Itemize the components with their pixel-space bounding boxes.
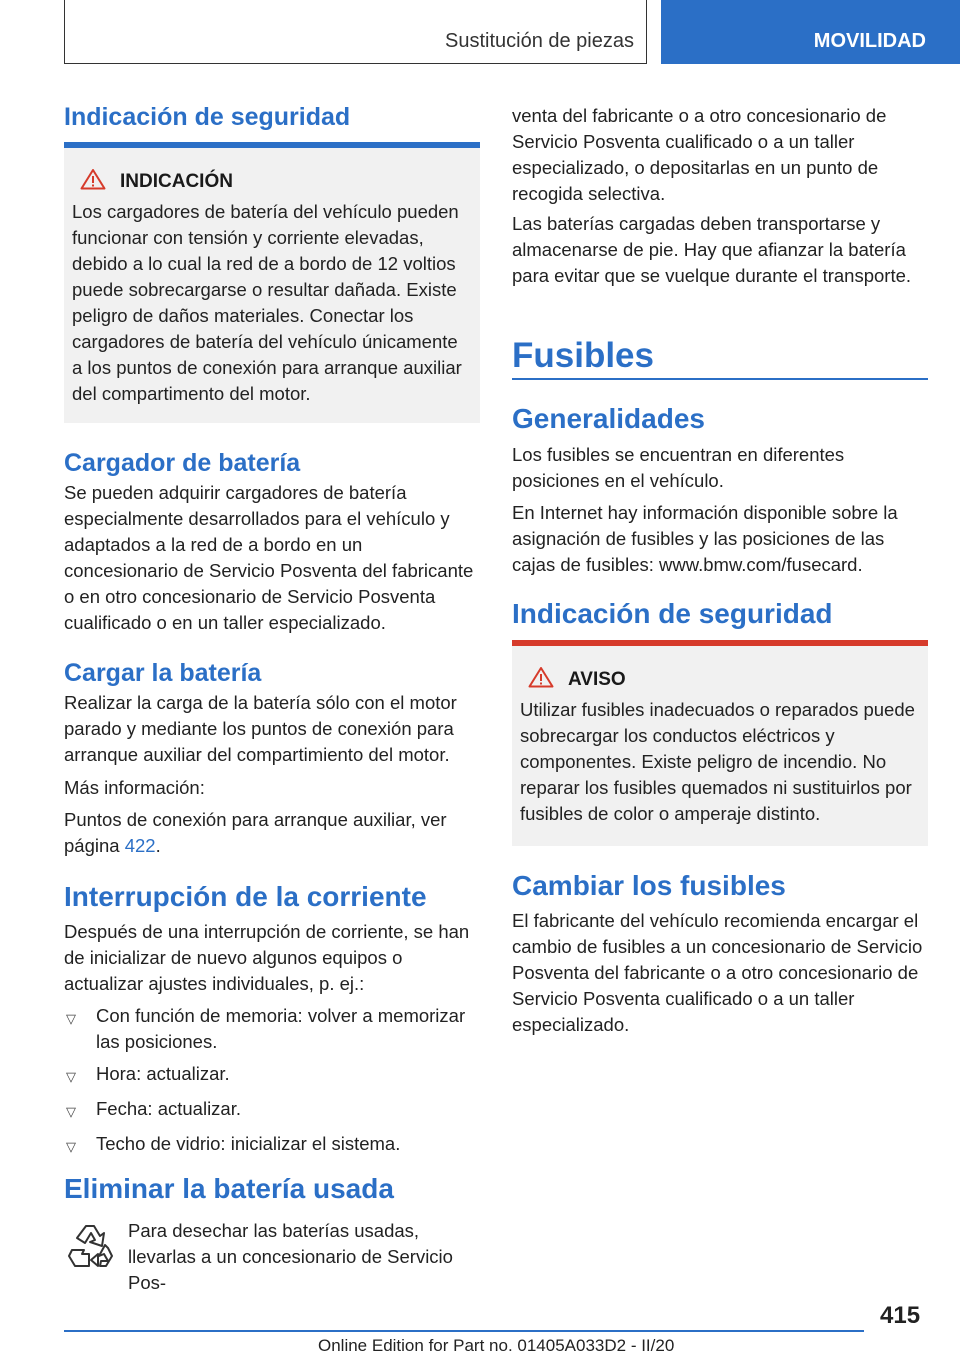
bullet-triangle-icon: ▽: [66, 1069, 76, 1084]
more-info-label: Más información:: [64, 777, 205, 798]
reference-text: Puntos de conexión para arranque auxiliar, ver página: [64, 809, 447, 856]
warning-triangle-icon: [528, 666, 554, 693]
section-title: Sustitución de piezas: [444, 30, 634, 52]
bullet-triangle-icon: ▽: [66, 1104, 76, 1119]
page-number: 415: [880, 1302, 921, 1329]
indication-note: [64, 142, 480, 423]
dispose-text: Para desechar las baterías usadas, llevarlas a un concesionario de Servicio Pos-: [128, 1220, 453, 1293]
recycle-icon: [64, 1218, 128, 1296]
change-fuses-heading: Cambiar los fusibles: [512, 870, 786, 901]
header-chapter-tab[interactable]: [661, 0, 960, 64]
general-text-2: En Internet hay información disponible sobre la asignación de fusibles y las posiciones de las cajas de fusibles: www.bmw.com/fusecard.: [512, 502, 898, 575]
reference-paragraph: Puntos de conexión para arranque auxiliar, ver página 422.: [64, 809, 447, 856]
list-item: ▽ Hora: actualizar.: [64, 1061, 480, 1090]
general-heading: Generalidades: [512, 403, 705, 434]
list-item: ▽ Fecha: actualizar.: [64, 1096, 480, 1125]
safety-heading: Indicación de seguridad: [64, 103, 351, 131]
chapter-title: MOVILIDAD: [813, 30, 926, 52]
charger-text: Se pueden adquirir cargadores de batería especialmente desarrollados para el vehículo y adaptados a la red de a bordo en un concesionario de Servicio Posventa del fabricante o en otro concesionario de Servicio Posventa cualificado o en un taller especializado.: [64, 482, 474, 633]
page-reference-link[interactable]: 422: [124, 835, 156, 856]
interrupt-text: Después de una interrupción de corriente, se han de inicializar de nuevo algunos equipos o actualizar ajustes individuales, p. ej.:: [64, 921, 470, 994]
footer-divider: [64, 1330, 864, 1332]
interrupt-heading: Interrupción de la corriente: [64, 881, 427, 912]
warning-note: [512, 640, 928, 846]
charge-text: Realizar la carga de la batería sólo con el motor parado y mediante los puntos de conexión para arranque auxiliar del compartimiento del motor.: [64, 692, 457, 765]
warning-triangle-icon: [80, 168, 106, 195]
note-text: Los cargadores de batería del vehículo pueden funcionar con tensión y corriente elevadas, debido a lo cual la red de a bordo de 12 voltios puede sobrecargarse o resultar dañada. Existe peligro de daños materiales. Conectar los cargadores de batería del vehículo únicamente a los puntos de conexión para arranque auxiliar del compartimento del motor.: [72, 201, 462, 404]
note-label: INDICACIÓN: [120, 170, 233, 192]
list-item: ▽ Techo de vidrio: inicializar el sistema.: [64, 1131, 480, 1160]
change-fuses-text: El fabricante del vehículo recomienda encargar el cambio de fusibles a un concesionario de Servicio Posventa del fabricante o a otro concesionario de Servicio Posventa cualificado o a un taller especializado.: [512, 910, 923, 1035]
dispose-heading: Eliminar la batería usada: [64, 1173, 394, 1204]
chapter-divider: [512, 378, 928, 380]
transport-text: Las baterías cargadas deben transportarse y almacenarse de pie. Hay que afianzar la batería para evitar que se vuelque durante el transporte.: [512, 213, 912, 286]
fuses-chapter-heading: Fusibles: [512, 336, 654, 375]
edition-text: Online Edition for Part no. 01405A033D2 - II/20: [318, 1336, 675, 1355]
general-text-1: Los fusibles se encuentran en diferentes posiciones en el vehículo.: [512, 444, 845, 491]
bullet-triangle-icon: ▽: [66, 1139, 76, 1154]
list-item: ▽ Con función de memoria: volver a memorizar las posiciones.: [64, 1003, 480, 1055]
charger-heading: Cargador de batería: [64, 449, 301, 477]
fuse-safety-heading: Indicación de seguridad: [512, 598, 833, 629]
header-section-box: [64, 0, 647, 64]
interrupt-list: [64, 1003, 480, 1166]
bullet-triangle-icon: ▽: [66, 1011, 76, 1026]
warning-text: Utilizar fusibles inadecuados o reparados puede sobrecargar los conductos eléctricos y componentes. Existe peligro de incendio. No reparar los fusibles quemados ni sustituirlos por fusibles de color o amperaje distinto.: [520, 699, 915, 824]
dispose-block: [64, 1218, 480, 1296]
charge-heading: Cargar la batería: [64, 659, 262, 687]
warning-label: AVISO: [568, 668, 626, 690]
dispose-continued-text: venta del fabricante o a otro concesionario de Servicio Posventa cualificado o a un taller especializado, o depositarlas en un punto de recogida selectiva.: [512, 105, 887, 204]
